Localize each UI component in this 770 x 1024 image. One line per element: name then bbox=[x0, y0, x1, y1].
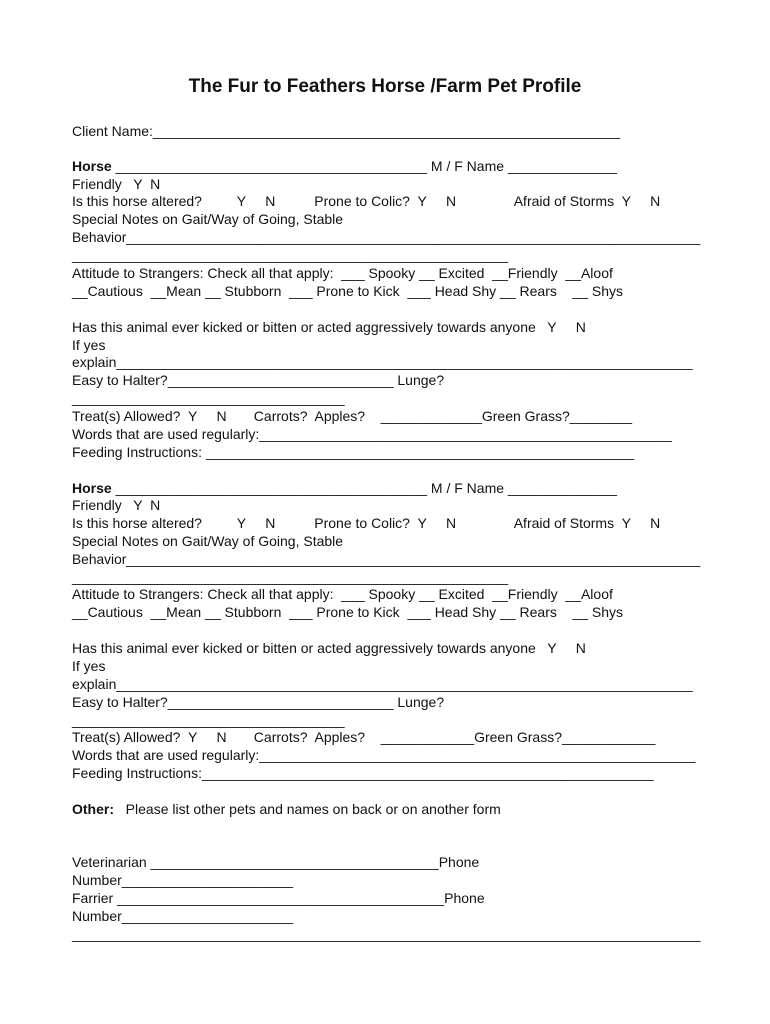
horse1-kicked-question[interactable]: Has this animal ever kicked or bitten or acted aggressively towards anyone Y N bbox=[72, 319, 586, 335]
horse1-halter-field[interactable]: Easy to Halter?_____________________________ Lunge? bbox=[72, 372, 445, 388]
horse2-treats-row[interactable]: Treat(s) Allowed? Y N Carrots? Apples? ____________Green Grass?____________ bbox=[72, 729, 656, 745]
horse2-blank-line[interactable]: ________________________________________________________ bbox=[72, 569, 509, 585]
horse2-gait-label: Special Notes on Gait/Way of Going, Stable bbox=[72, 533, 344, 549]
horse1-name-row bbox=[72, 158, 617, 175]
horse2-attitude-row2[interactable]: __Cautious __Mean __ Stubborn ___ Prone to Kick ___ Head Shy __ Rears __ Shys bbox=[72, 604, 624, 620]
veterinarian-field[interactable]: Veterinarian _____________________________________Phone bbox=[72, 854, 480, 870]
horse1-blank-line[interactable]: ________________________________________________________ bbox=[72, 247, 509, 263]
horse1-altered[interactable]: Is this horse altered? Y N Prone to Colic? Y N Afraid of Storms Y N bbox=[72, 193, 661, 209]
other-label: Other: bbox=[72, 801, 114, 817]
horse2-explain-field[interactable]: explain__________________________________________________________________________ bbox=[72, 676, 693, 692]
horse2-lunge-line[interactable]: ___________________________________ bbox=[72, 712, 345, 728]
horse1-gait-label: Special Notes on Gait/Way of Going, Stable bbox=[72, 211, 344, 227]
horse2-altered[interactable]: Is this horse altered? Y N Prone to Colic? Y N Afraid of Storms Y N bbox=[72, 515, 661, 531]
horse2-halter-field[interactable]: Easy to Halter?_____________________________ Lunge? bbox=[72, 694, 445, 710]
horse2-behavior-field[interactable]: Behavior___________________________________________________________________________ bbox=[72, 551, 701, 567]
horse1-feeding-field[interactable]: Feeding Instructions: _______________________________________________________ bbox=[72, 444, 635, 460]
horse1-behavior-field[interactable]: Behavior___________________________________________________________________________ bbox=[72, 229, 701, 245]
horse2-if-yes: If yes bbox=[72, 658, 106, 674]
horse2-words-field[interactable]: Words that are used regularly:________________________________________________________ bbox=[72, 747, 696, 763]
horse2-name-field[interactable]: ________________________________________ M / F Name ______________ bbox=[111, 480, 617, 496]
farrier-field[interactable]: Farrier __________________________________________Phone bbox=[72, 890, 485, 906]
horse1-if-yes: If yes bbox=[72, 337, 106, 353]
other-instructions: Please list other pets and names on back or on another form bbox=[114, 801, 501, 817]
horse1-label: Horse bbox=[72, 158, 112, 174]
horse2-attitude-row1[interactable]: Attitude to Strangers: Check all that apply: ___ Spooky __ Excited __Friendly __Aloof bbox=[72, 586, 613, 602]
veterinarian-number-field[interactable]: Number______________________ bbox=[72, 872, 294, 888]
horse2-label: Horse bbox=[72, 480, 112, 496]
farrier-number-field[interactable]: Number______________________ bbox=[72, 908, 294, 924]
horse1-friendly[interactable]: Friendly Y N bbox=[72, 176, 161, 192]
horse2-kicked-question[interactable]: Has this animal ever kicked or bitten or acted aggressively towards anyone Y N bbox=[72, 640, 586, 656]
horse2-name-row bbox=[72, 480, 617, 497]
horse1-attitude-row2[interactable]: __Cautious __Mean __ Stubborn ___ Prone to Kick ___ Head Shy __ Rears __ Shys bbox=[72, 283, 624, 299]
horse1-attitude-row1[interactable]: Attitude to Strangers: Check all that apply: ___ Spooky __ Excited __Friendly __Aloof bbox=[72, 265, 613, 281]
horse1-lunge-line[interactable]: ___________________________________ bbox=[72, 390, 345, 406]
final-blank-line[interactable]: __________________________________________________________________________________ bbox=[72, 926, 701, 942]
horse1-words-field[interactable]: Words that are used regularly:_____________________________________________________ bbox=[72, 426, 672, 442]
horse1-treats-row[interactable]: Treat(s) Allowed? Y N Carrots? Apples? _____________Green Grass?________ bbox=[72, 408, 633, 424]
form-title: The Fur to Feathers Horse /Farm Pet Profile bbox=[188, 76, 582, 97]
client-name-field[interactable]: Client Name:____________________________________________________________ bbox=[72, 123, 621, 139]
other-row bbox=[72, 801, 501, 818]
horse1-explain-field[interactable]: explain__________________________________________________________________________ bbox=[72, 354, 693, 370]
horse2-friendly[interactable]: Friendly Y N bbox=[72, 497, 161, 513]
horse2-feeding-field[interactable]: Feeding Instructions:__________________________________________________________ bbox=[72, 765, 654, 781]
horse1-name-field[interactable]: ________________________________________ M / F Name ______________ bbox=[111, 158, 617, 174]
